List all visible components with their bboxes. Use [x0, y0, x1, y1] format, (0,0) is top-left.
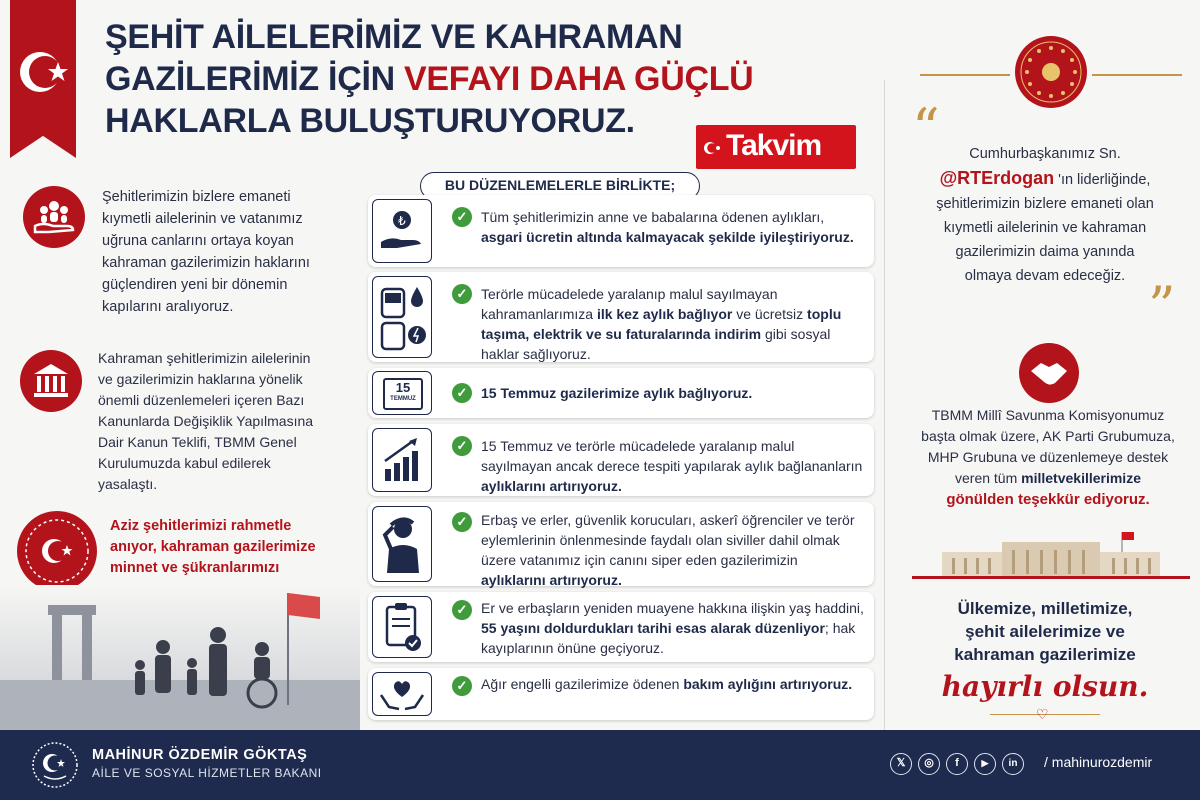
brand-text: Takvim: [726, 129, 822, 162]
title-line-1: ŞEHİT AİLELERİMİZ VE KAHRAMAN: [105, 18, 683, 56]
takvim-logo: [696, 125, 856, 169]
item-text: 15 Temmuz gazilerimize aylık bağlıyoruz.: [481, 385, 753, 401]
veterans-emblem-icon: [14, 508, 100, 594]
item-text: Terörle mücadelede yaralanıp malul sayılmayan kahramanlarımıza ilk kez aylık bağlıyor ve ücretsiz toplu taşıma, elektrik ve su faturalarında indirim gibi sosyal haklar sağlıyoruz.: [481, 286, 842, 362]
martyrs-memorial-illustration: [0, 585, 360, 730]
open-quote-icon: “: [912, 97, 940, 160]
title-line-3: HAKLARLA BULUŞTURUYORUZ.: [105, 102, 635, 140]
minister-role: AİLE VE SOSYAL HİZMETLER BAKANI: [92, 766, 322, 780]
clipboard-check-icon: [372, 596, 432, 658]
thanks-text: TBMM Millî Savunma Komisyonumuz başta olmak üzere, AK Parti Grubumuza, MHP Grubuna ve düzenlemeye destek veren tüm milletvekillerimize gönülden teşekkür ediyoruz.: [921, 407, 1175, 508]
list-item: [368, 272, 874, 362]
check-icon: ✓: [452, 436, 472, 456]
list-item: [368, 668, 874, 720]
flag-mini-icon: [700, 137, 726, 159]
section-heading: BU DÜZENLEMELERLE BİRLİKTE;: [420, 172, 700, 200]
check-icon: ✓: [452, 512, 472, 532]
list-item: [368, 195, 874, 267]
twitter-handle-link[interactable]: @RTErdogan: [939, 168, 1055, 188]
growth-chart-icon: [372, 428, 432, 492]
svg-text:₺: ₺: [398, 214, 406, 228]
youtube-icon[interactable]: ▶: [974, 753, 996, 775]
crescent-star-icon: [10, 0, 76, 140]
title-line-2-highlight: VEFAYI DAHA GÜÇLÜ: [404, 60, 754, 98]
close-quote-icon: ”: [1148, 275, 1176, 338]
item-text: 15 Temmuz ve terörle mücadelede yaralanıp malul sayılmayan ancak derece tespiti yapılarak aylık bağlananların aylıklarını artırıyoruz.: [481, 438, 863, 494]
parliament-building-icon: [20, 350, 82, 412]
check-icon: ✓: [452, 383, 472, 403]
closing-emphasis: hayırlı olsun.: [941, 670, 1149, 703]
money-hand-icon: [372, 199, 432, 263]
check-icon: ✓: [452, 284, 472, 304]
law-text: Kahraman şehitlerimizin ailelerinin ve gazilerimizin haklarına yönelik önemli düzenlemeleri içeren Bazı Kanunlarda Değişiklik Yapılmasına Dair Kanun Teklifi, TBMM Genel Kurulumuzda kabul edilerek yasalaştı.: [98, 350, 314, 492]
list-item: [368, 592, 874, 662]
item-text: Erbaş ve erler, güvenlik korucuları, askerî öğrenciler ve terör eylemlerinin önlenmesinde faydalı olan siviller dahil olmak üzere vatanımız için canını siper eden gazilerimizin aylıklarını artırıyoruz.: [481, 512, 855, 588]
list-item: [368, 502, 874, 586]
remembrance-text: Aziz şehitlerimizi rahmetle anıyor, kahraman gazilerimize minnet ve şükranlarımızı: [110, 518, 316, 576]
column-divider: [884, 80, 885, 730]
check-icon: ✓: [452, 676, 472, 696]
item-text: Tüm şehitlerimizin anne ve babalarına ödenen aylıkları, asgari ücretin altında kalmayacak şekilde iyileştiriyoruz.: [481, 209, 854, 245]
presidential-seal-icon: [1015, 36, 1087, 108]
heart-icon: ♡: [1036, 706, 1049, 722]
turkish-flag-ribbon: [10, 0, 76, 158]
transport-utilities-icon: [372, 276, 432, 358]
list-item: [368, 424, 874, 496]
page-title: [105, 16, 825, 142]
check-icon: ✓: [452, 600, 472, 620]
check-icon: ✓: [452, 207, 472, 227]
linkedin-icon[interactable]: in: [1002, 753, 1024, 775]
closing-text: Ülkemize, milletimize, şehit ailelerimize ve kahraman gazilerimize: [954, 599, 1136, 664]
calendar-icon: [372, 371, 432, 415]
soldier-salute-icon: [372, 506, 432, 582]
instagram-icon[interactable]: ◎: [918, 753, 940, 775]
calendar-day: 15: [395, 380, 411, 395]
gold-line-left: [920, 74, 1010, 76]
item-text: Ağır engelli gazilerimize ödenen bakım aylığını artırıyoruz.: [481, 676, 853, 692]
handshake-icon: [1019, 343, 1079, 403]
family-hand-icon: [23, 186, 85, 248]
calendar-month: TEMMUZ: [390, 396, 416, 402]
heart-hands-icon: [372, 672, 432, 716]
minister-name: MAHİNUR ÖZDEMİR GÖKTAŞ: [92, 747, 308, 763]
gold-line-right: [1092, 74, 1182, 76]
item-text: Er ve erbaşların yeniden muayene hakkına ilişkin yaş haddini, 55 yaşını doldurdukları tarihi esas alarak düzenliyor; hak kayıplarının önüne geçiyoruz.: [481, 600, 864, 656]
ministry-logo-icon: [30, 740, 80, 790]
x-icon[interactable]: 𝕏: [890, 753, 912, 775]
list-item: [368, 368, 874, 418]
leadership-quote: Cumhurbaşkanımız Sn. @RTErdogan 'ın liderliğinde, şehitlerimizin bizlere emaneti olan kıymetli ailelerinin ve kahraman gazilerimizin daima yanında olmaya devam edeceğiz.: [936, 146, 1154, 284]
facebook-icon[interactable]: f: [946, 753, 968, 775]
social-handle[interactable]: / mahinurozdemir: [1044, 754, 1153, 770]
parliament-illustration: [912, 528, 1190, 582]
intro-text: Şehitlerimizin bizlere emaneti kıymetli ailelerinin ve vatanımız uğruna canlarını ortaya koyan kahraman gazilerimizin haklarını güçlendiren yeni bir dönemin kapılarını aralıyoruz.: [102, 189, 310, 315]
title-line-2: GAZİLERİMİZ İÇİN: [105, 60, 404, 98]
